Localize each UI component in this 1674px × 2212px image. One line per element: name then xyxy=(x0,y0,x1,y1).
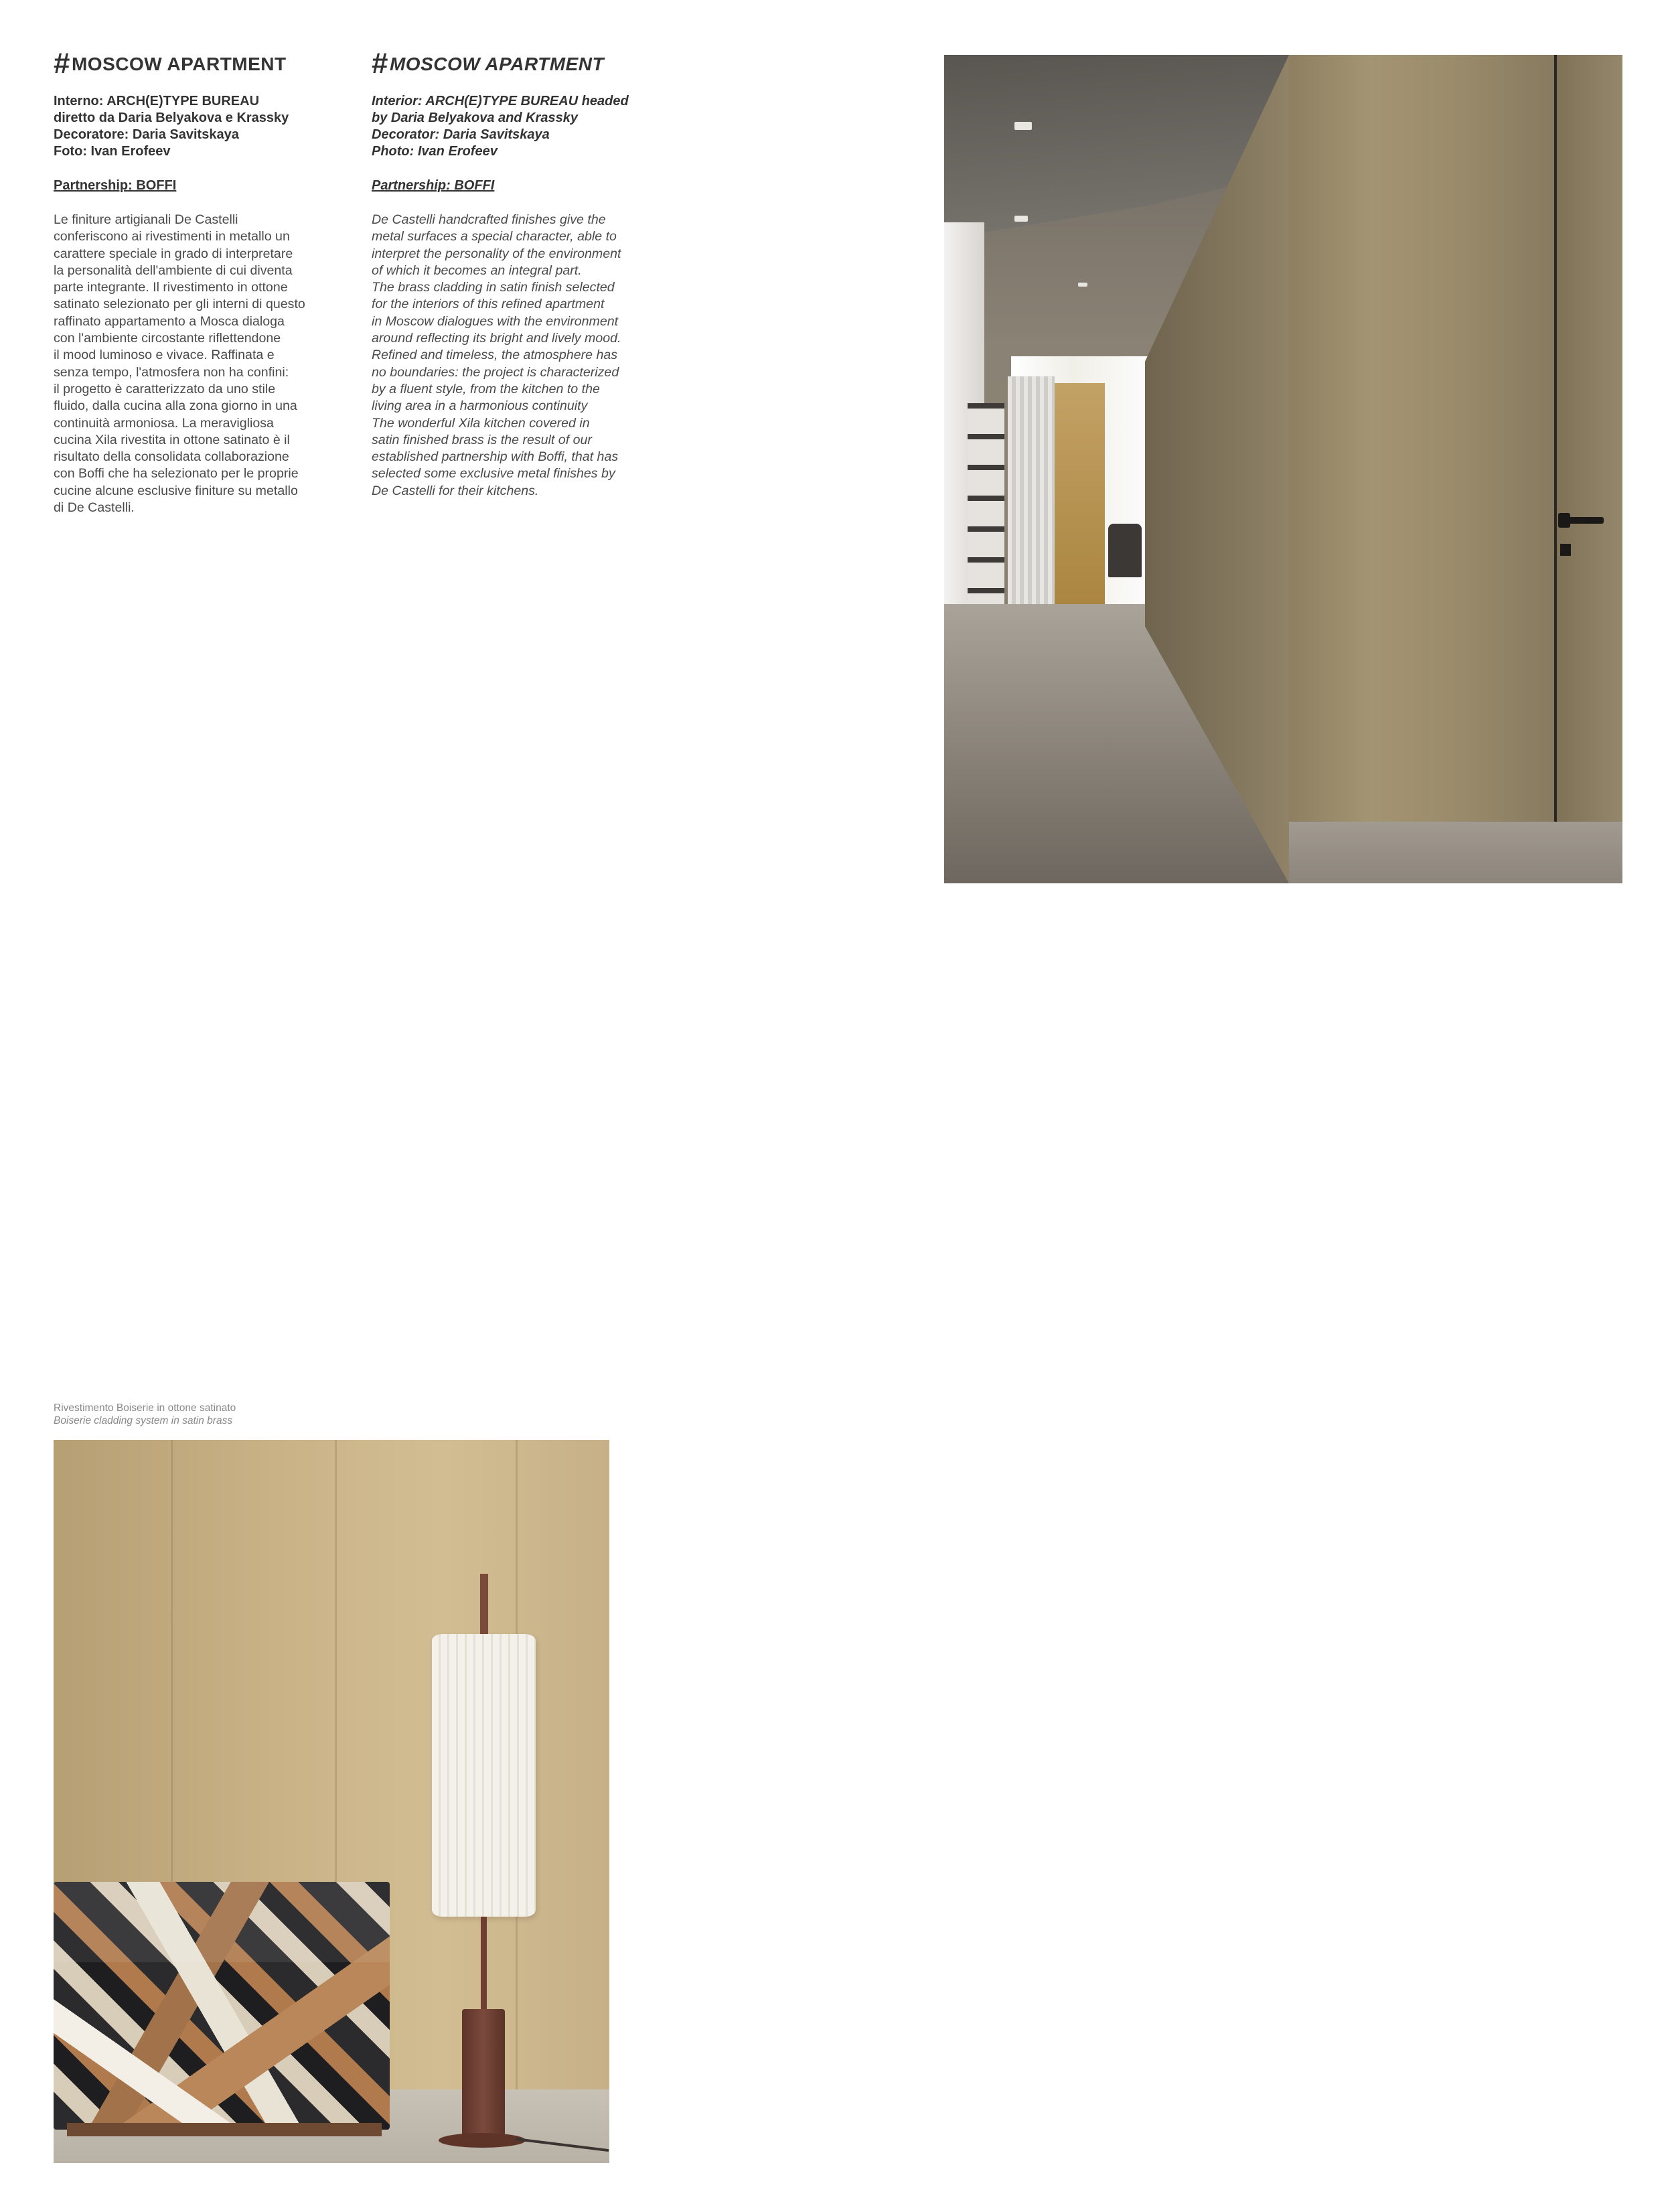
credit-line: Interior: ARCH(E)TYPE BUREAU headed xyxy=(372,94,629,108)
pouf-top xyxy=(54,1882,390,1962)
credit-line: Photo: Ivan Erofeev xyxy=(372,144,498,159)
body-line: il mood luminoso e vivace. Raffinata e xyxy=(54,348,275,363)
italian-column xyxy=(54,47,362,516)
body-line: continuità armoniosa. La meravigliosa xyxy=(54,415,274,431)
body-line: la personalità dell'ambiente di cui diventa xyxy=(54,263,293,278)
body-line: no boundaries: the project is characterized xyxy=(372,364,619,380)
body-line: established partnership with Boffi, that has xyxy=(372,449,619,465)
body-line: De Castelli for their kitchens. xyxy=(372,483,539,498)
body-line: fluido, dalla cucina alla zona giorno in una xyxy=(54,398,297,414)
body-line: satin finished brass is the result of our xyxy=(372,432,592,447)
ceiling-spotlight xyxy=(1014,216,1028,222)
italian-body xyxy=(54,212,362,516)
english-body xyxy=(372,212,680,500)
english-partnership: Partnership: BOFFI xyxy=(372,178,495,193)
body-line: con l'ambiente circostante riflettendone xyxy=(54,331,281,346)
body-line: parte integrante. Il rivestimento in ottone xyxy=(54,280,288,295)
body-line: selected some exclusive metal finishes by xyxy=(372,466,615,482)
ceiling-spotlight xyxy=(1078,283,1087,287)
body-line: around reflecting its bright and lively mood. xyxy=(372,331,621,346)
english-column xyxy=(372,47,680,500)
lamp-shade xyxy=(432,1634,536,1917)
credit-line: by Daria Belyakova and Krassky xyxy=(372,110,578,125)
italian-title xyxy=(54,47,362,80)
caption-english: Boiserie cladding system in satin brass xyxy=(54,1415,233,1426)
body-line: con Boffi che ha selezionato per le proprie xyxy=(54,466,299,482)
body-line: The brass cladding in satin finish selected xyxy=(372,280,615,295)
body-line: Le finiture artigianali De Castelli xyxy=(54,212,238,227)
brass-panel xyxy=(1289,55,1557,822)
english-title-text: MOSCOW APARTMENT xyxy=(389,54,605,74)
body-line: raffinato appartamento a Mosca dialoga xyxy=(54,313,285,329)
body-line: conferiscono ai rivestimenti in metallo un xyxy=(54,229,290,244)
door-handle xyxy=(1560,517,1604,524)
armchair xyxy=(1108,524,1142,577)
credit-line: Decoratore: Daria Savitskaya xyxy=(54,127,239,142)
brass-door-panel xyxy=(1557,55,1622,822)
body-line: interpret the personality of the environment xyxy=(372,246,621,261)
italian-credits xyxy=(54,93,362,160)
english-credits xyxy=(372,93,680,160)
body-line: De Castelli handcrafted finishes give the xyxy=(372,212,606,227)
english-title-hash: # xyxy=(372,47,388,80)
bookshelf xyxy=(968,403,1004,604)
body-line: il progetto è caratterizzato da uno stile xyxy=(54,381,276,396)
photo-caption xyxy=(54,1402,236,1427)
body-line: risultato della consolidata collaborazione xyxy=(54,449,289,465)
brass-column xyxy=(1055,383,1105,631)
lamp-foot xyxy=(439,2133,526,2148)
body-line: metal surfaces a special character, able to xyxy=(372,229,617,244)
corridor-photo xyxy=(944,55,1622,883)
body-line: of which it becomes an integral part. xyxy=(372,263,582,278)
italian-partnership: Partnership: BOFFI xyxy=(54,178,177,193)
lamp-base xyxy=(462,2009,505,2136)
body-line: cucine alcune esclusive finiture su metallo xyxy=(54,483,298,498)
body-line: carattere speciale in grado di interpretare xyxy=(54,246,293,261)
floor-foreground xyxy=(1289,822,1622,883)
body-line: Refined and timeless, the atmosphere has xyxy=(372,348,618,363)
english-title xyxy=(372,47,680,80)
body-line: cucina Xila rivestita in ottone satinato è il xyxy=(54,432,290,447)
credit-line: Foto: Ivan Erofeev xyxy=(54,144,171,159)
body-line: senza tempo, l'atmosfera non ha confini: xyxy=(54,364,289,380)
pouf-base xyxy=(67,2123,382,2136)
italian-title-hash: # xyxy=(54,47,70,80)
body-line: satinato selezionato per gli interni di questo xyxy=(54,297,305,312)
body-line: di De Castelli. xyxy=(54,500,135,516)
credit-line: Decorator: Daria Savitskaya xyxy=(372,127,550,142)
body-line: living area in a harmonious continuity xyxy=(372,398,588,414)
italian-title-text: MOSCOW APARTMENT xyxy=(71,54,287,74)
curtain xyxy=(1008,376,1055,617)
body-line: in Moscow dialogues with the environment xyxy=(372,313,619,329)
body-line: for the interiors of this refined apartment xyxy=(372,297,605,312)
credit-line: diretto da Daria Belyakova e Krassky xyxy=(54,110,289,125)
caption-italian: Rivestimento Boiserie in ottone satinato xyxy=(54,1402,236,1414)
ceiling-spotlight xyxy=(1014,122,1032,130)
lamp-rod xyxy=(481,1917,487,2010)
door-lock xyxy=(1560,544,1571,556)
lamp-photo xyxy=(54,1440,609,2163)
credit-line: Interno: ARCH(E)TYPE BUREAU xyxy=(54,94,260,108)
body-line: The wonderful Xila kitchen covered in xyxy=(372,415,590,431)
body-line: by a fluent style, from the kitchen to the xyxy=(372,381,600,396)
